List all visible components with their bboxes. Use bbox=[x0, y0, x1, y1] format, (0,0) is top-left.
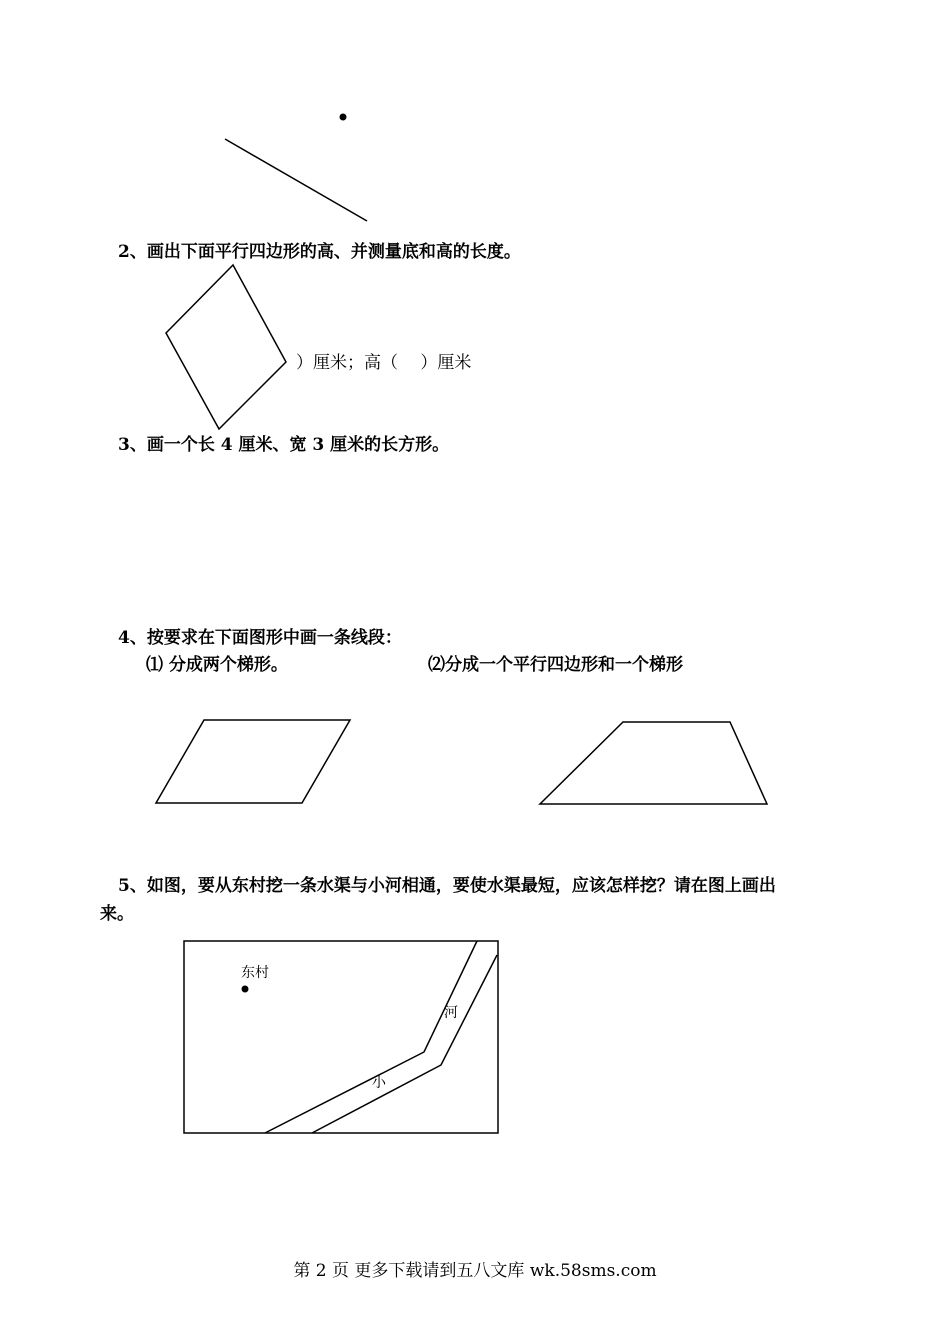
q4-part2: ⑵分成一个平行四边形和一个梯形 bbox=[428, 655, 683, 675]
q2-question: 2、画出下面平行四边形的高、并测量底和高的长度。 bbox=[118, 242, 521, 262]
q4-question: 4、按要求在下面图形中画一条线段： bbox=[118, 628, 402, 648]
q4-trapezoid bbox=[540, 722, 767, 804]
q4-part1: ⑴ 分成两个梯形。 bbox=[146, 655, 288, 675]
point-dot bbox=[340, 114, 347, 121]
q5-question-line1: 5、如图，要从东村挖一条水渠与小河相通，要使水渠最短，应该怎样挖？请在图上画出 bbox=[118, 876, 776, 896]
river-bank-right bbox=[312, 955, 497, 1133]
q3-question: 3、画一个长 4 厘米、宽 3 厘米的长方形。 bbox=[118, 435, 450, 455]
slanted-line bbox=[225, 139, 367, 221]
village-label: 东村 bbox=[241, 965, 269, 981]
river-bank-left bbox=[265, 941, 477, 1133]
river-label-he: 河 bbox=[444, 1005, 458, 1021]
page-footer: 第 2 页 更多下载请到五八文库 wk.58sms.com bbox=[293, 1261, 657, 1281]
village-dot bbox=[242, 986, 249, 993]
q5-question-line2: 来。 bbox=[100, 904, 134, 924]
river-label-xiao: 小 bbox=[372, 1075, 386, 1091]
q2-answer-blanks: ）厘米；高（ ）厘米 bbox=[296, 353, 472, 373]
q4-parallelogram bbox=[156, 720, 350, 803]
q2-parallelogram bbox=[166, 265, 286, 429]
q5-map-frame bbox=[184, 941, 498, 1133]
